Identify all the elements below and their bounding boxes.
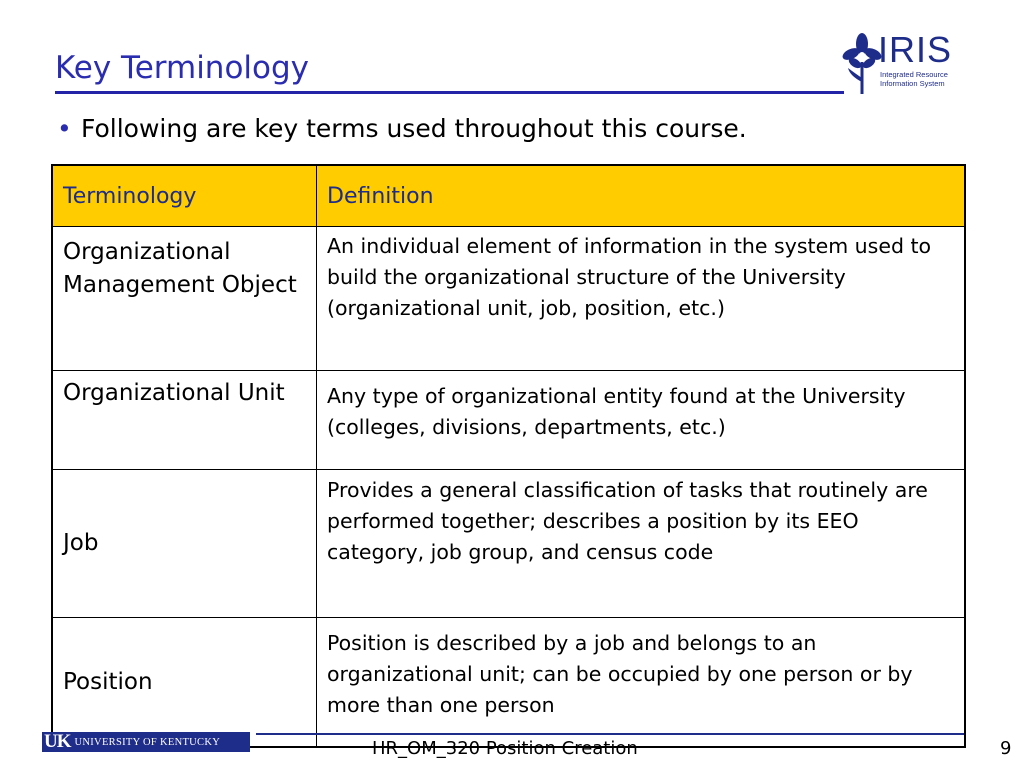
definition-cell: Any type of organizational entity found at the University (colleges, divisions, departments, etc.): [317, 371, 966, 470]
table-row: [52, 618, 965, 748]
intro-bullet: [57, 114, 747, 143]
uk-logo-text: UNIVERSITY OF KENTUCKY: [74, 736, 221, 748]
term-cell: Position: [52, 618, 317, 748]
terminology-table: [51, 164, 966, 748]
definition-cell: An individual element of information in the system used to build the organizational structure of the University (organizational unit, job, position, etc.): [317, 227, 966, 371]
slide-title: Key Terminology: [55, 50, 310, 86]
header-definition: Definition: [317, 165, 966, 227]
page-number: 9: [1000, 738, 1012, 759]
table-row: [52, 227, 965, 371]
term-cell: Organizational Management Object: [52, 227, 317, 371]
header-terminology: Terminology: [52, 165, 317, 227]
iris-flower-icon: [842, 32, 882, 96]
logo-name: IRIS: [878, 29, 953, 70]
table-row: [52, 371, 965, 470]
uk-footer-logo: [42, 732, 250, 752]
uk-logo-mark: UK: [44, 731, 71, 752]
intro-bullet-text: Following are key terms used throughout this course.: [81, 114, 747, 143]
logo-subtitle-line2: Information System: [880, 79, 945, 88]
title-underline: [55, 91, 844, 94]
definition-cell: Position is described by a job and belongs to an organizational unit; can be occupied by one person or by more than one person: [317, 618, 966, 748]
term-cell: Organizational Unit: [52, 371, 317, 470]
table-header-row: [52, 165, 965, 227]
bullet-dot-icon: •: [57, 114, 72, 143]
term-cell: Job: [52, 470, 317, 618]
footer-course-title: HR_OM_320 Position Creation: [372, 738, 638, 759]
footer-divider: [256, 733, 964, 735]
definition-cell: Provides a general classification of tasks that routinely are performed together; describes a position by its EEO category, job group, and census code: [317, 470, 966, 618]
iris-logo: [842, 30, 952, 100]
logo-subtitle: [880, 70, 952, 88]
table-row: [52, 470, 965, 618]
logo-subtitle-line1: Integrated Resource: [880, 70, 948, 79]
